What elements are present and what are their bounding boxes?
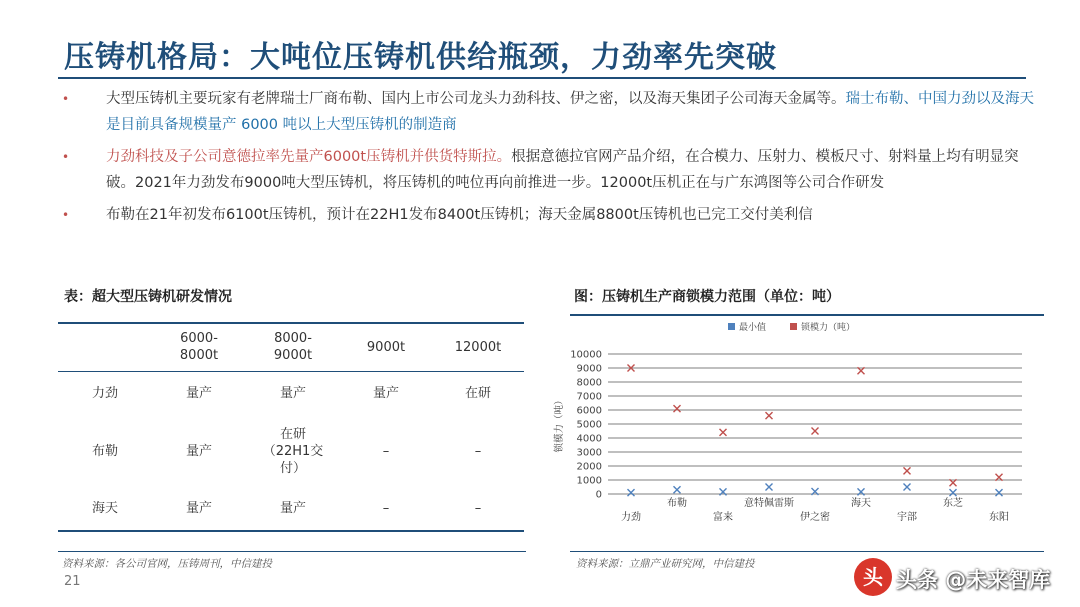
table-cell: – <box>474 443 482 459</box>
header-cell <box>58 323 152 371</box>
y-tick-label: 2000 <box>576 461 602 473</box>
table-cell: 在研 （22H1交 付） <box>262 426 324 476</box>
bullet-text: 布勒在21年初发布6100t压铸机，预计在22H1发布8400t压铸机；海天金属8800t压铸机也已完工交付美利信 <box>106 207 813 223</box>
x-tick-label: 宇部 <box>897 512 917 523</box>
table-cell: – <box>382 501 390 516</box>
data-point-marker <box>858 488 865 495</box>
row-header-cell: 力劲 <box>91 385 118 401</box>
watermark <box>852 556 1074 598</box>
table-row <box>58 371 524 415</box>
bullet-text: 根据意德拉官网产品介绍，在合模力、压射力、模板尺寸、射料量上均有明显突破。2021年力劲发布9000吨大型压铸机，将压铸机的吨位再向前推进一步。12000t压机正在与广东鸿图等公司合作研发 <box>106 149 1019 191</box>
table-cell: 量产 <box>185 501 212 516</box>
data-point-marker <box>720 488 727 495</box>
table-source-divider <box>58 551 526 552</box>
table-header-row <box>58 323 524 371</box>
data-point-marker <box>628 489 635 496</box>
data-point-marker <box>950 489 957 496</box>
data-point-marker <box>996 489 1003 496</box>
header-cell: 12000t <box>454 339 502 355</box>
y-tick-label: 9000 <box>576 363 602 375</box>
data-point-marker <box>904 484 911 491</box>
bullet-marker: • <box>62 150 70 164</box>
watermark-logo-icon: 头 <box>854 558 892 596</box>
page-number: 21 <box>64 574 81 589</box>
bullet-marker: • <box>62 208 70 222</box>
table-cell: 量产 <box>372 385 399 401</box>
header-cell: 8000- 9000t <box>273 331 313 364</box>
bullet-list <box>62 86 1047 234</box>
table-cell: – <box>382 443 390 459</box>
bullet-text: 大型压铸机主要玩家有老牌瑞士厂商布勒、国内上市公司龙头力劲科技、伊之密，以及海天集团子公司海天金属等。 <box>106 91 846 107</box>
y-tick-label: 7000 <box>576 391 602 403</box>
table-cell: 量产 <box>185 385 212 401</box>
header-cell: 9000t <box>366 339 406 355</box>
row-header-cell: 布勒 <box>91 443 118 459</box>
data-point-marker <box>766 484 773 491</box>
table-cell: 量产 <box>185 443 212 459</box>
legend-swatch <box>790 323 797 330</box>
watermark-text: 头条 @未来智库 <box>896 568 1051 592</box>
table-row <box>58 487 524 531</box>
legend-swatch <box>728 323 735 330</box>
bullet-item <box>62 144 1047 196</box>
header-cell: 6000- 8000t <box>179 331 219 364</box>
table-cell: 量产 <box>279 385 306 401</box>
y-tick-label: 4000 <box>576 433 602 445</box>
data-point-marker <box>812 428 819 435</box>
x-tick-label: 富来 <box>713 512 733 523</box>
data-point-marker <box>674 486 681 493</box>
table-source: 资料来源：各公司官网，压铸周刊，中信建投 <box>62 558 272 570</box>
y-axis-label: 锁模力（吨） <box>554 395 565 453</box>
chart-source-divider <box>570 551 1044 552</box>
clamping-force-chart <box>540 316 1040 548</box>
table-cell: – <box>474 501 482 516</box>
x-tick-label: 东阳 <box>989 512 1009 523</box>
bullet-text: 瑞士布勒、中国力劲以及海天是目前具备规模量产 6000 吨以上大型压铸机的制造商 <box>106 91 1034 133</box>
x-tick-label: 布勒 <box>667 498 687 509</box>
x-tick-label: 东芝 <box>943 498 963 509</box>
data-point-marker <box>720 429 727 436</box>
y-tick-label: 3000 <box>576 447 602 459</box>
legend-label: 最小值 <box>739 323 767 333</box>
bullet-item <box>62 86 1047 138</box>
y-tick-label: 0 <box>595 489 602 501</box>
x-tick-label: 海天 <box>851 498 871 509</box>
chart-source: 资料来源：立鼎产业研究网，中信建投 <box>576 558 755 570</box>
page-title: 压铸机格局：大吨位压铸机供给瓶颈，力劲率先突破 <box>64 40 777 75</box>
x-tick-label: 力劲 <box>621 512 641 523</box>
data-point-marker <box>766 412 773 419</box>
x-tick-label: 意特佩雷斯 <box>744 498 794 509</box>
title-divider <box>58 77 1026 79</box>
y-tick-label: 8000 <box>576 377 602 389</box>
y-tick-label: 1000 <box>576 475 602 487</box>
table-cell: 量产 <box>279 501 306 516</box>
table-cell: 在研 <box>464 385 491 401</box>
table-title: 表：超大型压铸机研发情况 <box>64 289 232 305</box>
x-tick-label: 伊之密 <box>800 512 830 523</box>
y-tick-label: 10000 <box>570 349 602 361</box>
legend-label: 锁模力（吨） <box>801 323 856 333</box>
y-tick-label: 5000 <box>576 419 602 431</box>
bullet-text: 力劲科技及子公司意德拉率先量产6000t压铸机并供货特斯拉。 <box>106 149 512 165</box>
chart-title: 图：压铸机生产商锁模力范围（单位：吨） <box>574 289 840 305</box>
data-point-marker <box>904 467 911 474</box>
table-row <box>58 415 524 487</box>
bullet-marker: • <box>62 92 70 106</box>
row-header-cell: 海天 <box>91 501 118 516</box>
bullet-item <box>62 202 1047 228</box>
development-table <box>58 322 524 532</box>
data-point-marker <box>674 405 681 412</box>
y-tick-label: 6000 <box>576 405 602 417</box>
